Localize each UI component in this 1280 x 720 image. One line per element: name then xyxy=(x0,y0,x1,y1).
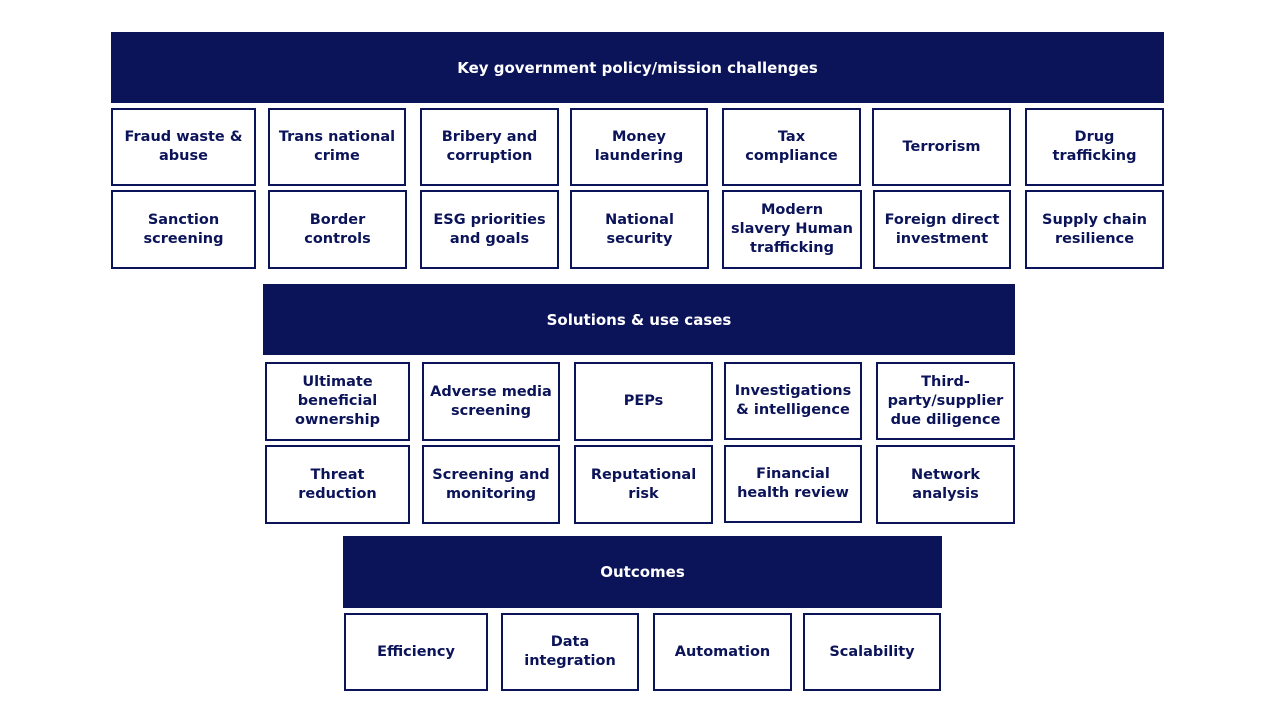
solution-peps: PEPs xyxy=(574,362,713,441)
solution-reputational-risk: Reputational risk xyxy=(574,445,713,524)
challenge-terrorism: Terrorism xyxy=(872,108,1011,186)
challenge-tax-compliance: Tax compliance xyxy=(722,108,861,186)
solution-third-party-due-diligence: Third-party/supplier due diligence xyxy=(876,362,1015,440)
outcome-efficiency: Efficiency xyxy=(344,613,488,691)
outcome-automation: Automation xyxy=(653,613,792,691)
challenge-foreign-direct-investment: Foreign direct investment xyxy=(873,190,1011,269)
solution-threat-reduction: Threat reduction xyxy=(265,445,410,524)
challenge-trans-national-crime: Trans national crime xyxy=(268,108,406,186)
solution-screening-monitoring: Screening and monitoring xyxy=(422,445,560,524)
challenge-sanction-screening: Sanction screening xyxy=(111,190,256,269)
outcome-scalability: Scalability xyxy=(803,613,941,691)
solutions-header: Solutions & use cases xyxy=(263,284,1015,355)
challenges-header: Key government policy/mission challenges xyxy=(111,32,1164,103)
challenge-money-laundering: Money laundering xyxy=(570,108,708,186)
challenge-border-controls: Border controls xyxy=(268,190,407,269)
solution-adverse-media-screening: Adverse media screening xyxy=(422,362,560,441)
challenge-bribery-corruption: Bribery and corruption xyxy=(420,108,559,186)
solution-ultimate-beneficial-ownership: Ultimate beneficial ownership xyxy=(265,362,410,441)
challenge-supply-chain-resilience: Supply chain resilience xyxy=(1025,190,1164,269)
challenge-esg-priorities: ESG priorities and goals xyxy=(420,190,559,269)
outcome-data-integration: Data integration xyxy=(501,613,639,691)
solution-investigations-intelligence: Investigations & intelligence xyxy=(724,362,862,440)
challenge-national-security: National security xyxy=(570,190,709,269)
challenge-fraud-waste-abuse: Fraud waste & abuse xyxy=(111,108,256,186)
solution-network-analysis: Network analysis xyxy=(876,445,1015,524)
solution-financial-health-review: Financial health review xyxy=(724,445,862,523)
challenge-modern-slavery: Modern slavery Human trafficking xyxy=(722,190,862,269)
challenge-drug-trafficking: Drug trafficking xyxy=(1025,108,1164,186)
outcomes-header: Outcomes xyxy=(343,536,942,608)
